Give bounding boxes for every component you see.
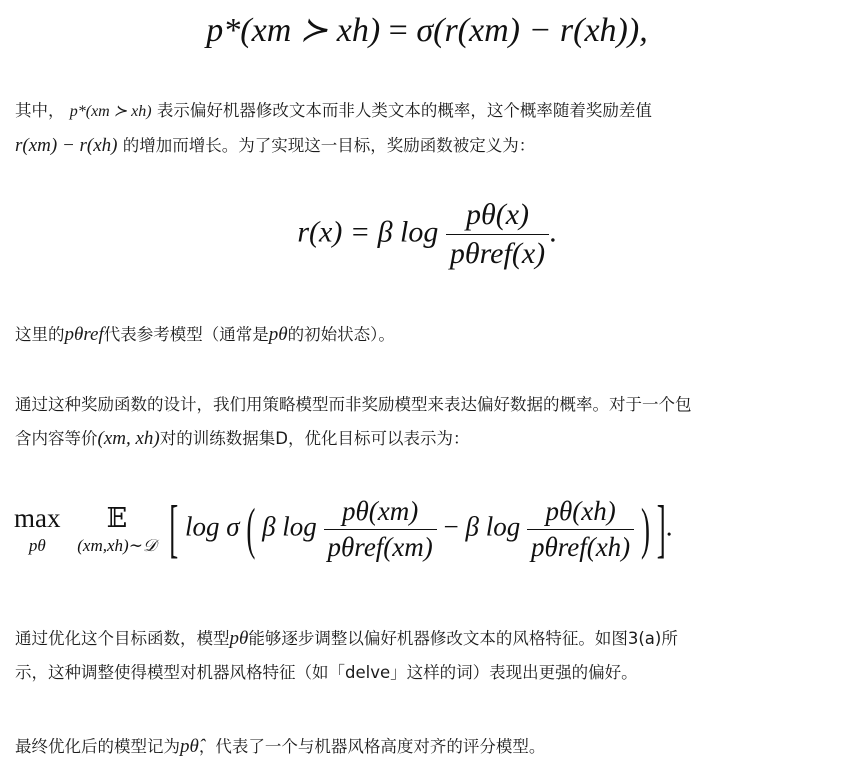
inline-math-probability: p*(xm ≻ xh) — [69, 103, 152, 120]
reward-fraction — [446, 198, 549, 271]
paragraph-optimization-effect: 通过优化这个目标函数，模型pθ能够逐步调整以偏好机器修改文本的风格特征。如图3(a)所 示，这种调整使得模型对机器风格特征（如「delve」这样的词）表现出更强的偏好。 — [15, 628, 678, 682]
equation-lhs: p*(xm ≻ xh) — [206, 12, 381, 49]
max-operator: max pθ — [14, 503, 61, 555]
paragraph-objective-intro: 通过这种奖励函数的设计，我们用策略模型而非奖励模型来表达偏好数据的概率。对于一个包 含内容等价(xm, xh)对的训练数据集D，优化目标可以表示为： — [15, 395, 692, 449]
paragraph-probability-explanation: 其中， p*(xm ≻ xh) 表示偏好机器修改文本而非人类文本的概率，这个概率随着奖励差值 r(xm) − r(xh) 的增加而增长。为了实现这一目标，奖励函数被定义为： — [15, 101, 652, 156]
inline-math-optimized-model: pθ̂ — [180, 736, 199, 757]
equation-preference-probability: p*(xm ≻ xh) = σ(r(xm) − r(xh)), — [206, 12, 648, 49]
objective-fraction-human: $\frac{p\theta(xh)}{\text{pθref(xh)}}$ — [527, 496, 634, 563]
inline-math-policy-model-2: pθ — [229, 628, 249, 649]
inline-math-policy-model: pθ — [268, 324, 288, 345]
inline-math-reward-difference: r(xm) − r(xh) — [15, 135, 118, 156]
equation-rhs: σ(r(xm) − r(xh)), — [416, 12, 648, 49]
objective-fraction-machine: $\frac{p\theta(xm)}{\text{pθref(xm)}}$ — [324, 496, 437, 563]
reward-numerator: pθ(x) — [446, 198, 549, 235]
paragraph-final-model: 最终优化后的模型记为pθ̂，代表了一个与机器风格高度对齐的评分模型。 — [15, 736, 546, 757]
equation-reward-function: r(x) = β log $\frac{p\theta(x)}{\text{pθref(x)}}$ . — [297, 198, 557, 270]
inline-math-reference-model: pθref — [64, 324, 104, 345]
reward-denominator: pθref(x) — [449, 237, 546, 270]
equation-optimization-objective: max pθ 𝔼 (xm,xh)∼𝒟 [ log σ ( β log $\frac{p\theta(xm)}{\text{pθref(xm)}}$ − β log $\frac{p\theta(xh)}{\text{pθref(xh)}}$ ) ]. — [14, 492, 673, 565]
reward-lhs: r(x) = β log — [297, 215, 439, 249]
expectation-operator: 𝔼 (xm,xh)∼𝒟 — [77, 503, 157, 555]
inline-math-pair: (xm, xh) — [97, 428, 160, 449]
paragraph-reference-model: 这里的pθref代表参考模型（通常是pθ的初始状态）。 — [15, 324, 395, 345]
